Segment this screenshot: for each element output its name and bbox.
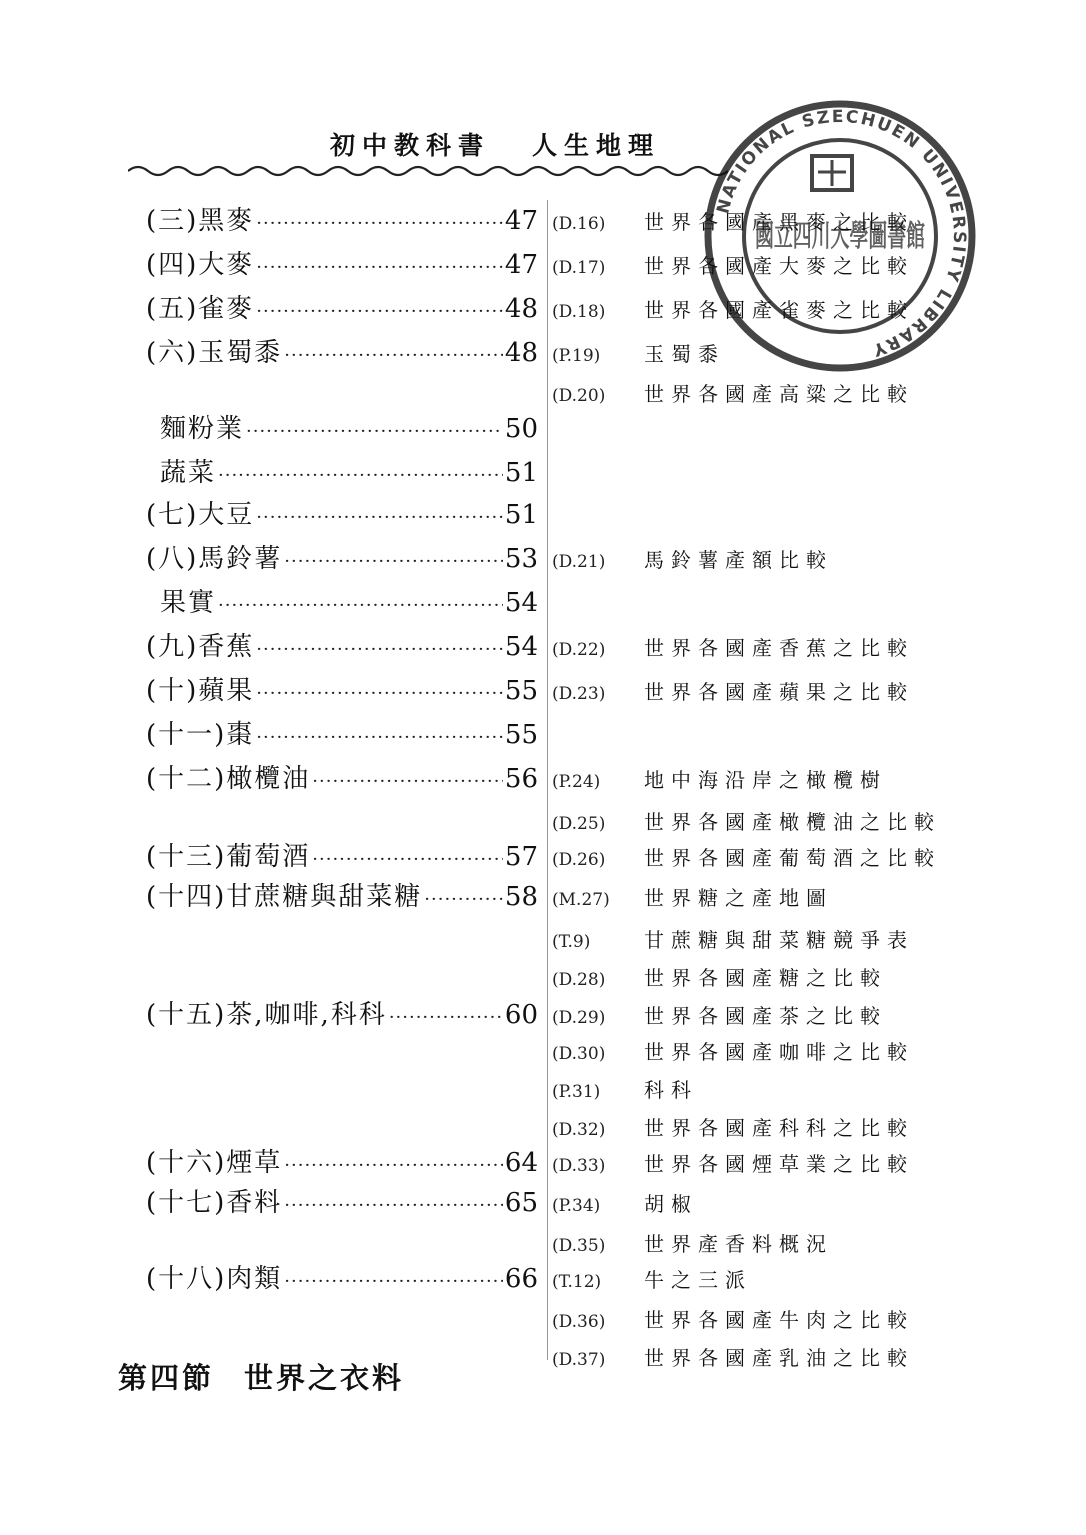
figure-reference: [552, 962, 887, 996]
figure-code: (D.33): [552, 1156, 606, 1176]
contents-entry: [160, 408, 538, 448]
entry-title: (五)雀麥: [146, 294, 255, 324]
contents-entry: [146, 1142, 538, 1182]
contents-entry: [146, 836, 538, 876]
contents-row: [0, 876, 1086, 916]
entry-page-number: 60: [504, 1000, 538, 1030]
figure-caption: 世界各國產雀麥之比較: [644, 298, 914, 322]
figure-reference: [552, 294, 914, 328]
dot-leader: [256, 639, 503, 660]
dot-leader: [218, 595, 503, 616]
entry-page-number: 56: [504, 764, 538, 794]
figure-code: (D.20): [552, 386, 606, 406]
contents-row: [0, 714, 1086, 754]
figure-reference: [552, 676, 914, 710]
contents-row: [0, 244, 1086, 284]
contents-entry: [146, 244, 538, 284]
entry-page-number: 48: [504, 294, 538, 324]
dot-leader: [256, 507, 503, 528]
figure-code: (D.23): [552, 684, 606, 704]
figure-caption: 世界各國產蘋果之比較: [644, 680, 914, 704]
entry-title: (十七)香料: [146, 1188, 283, 1218]
section-title: 世界之衣料: [244, 1361, 405, 1395]
wavy-rule: [128, 160, 728, 182]
figure-code: (D.32): [552, 1120, 606, 1140]
contents-row: [0, 1298, 1086, 1338]
section-number: 第四節: [118, 1361, 215, 1395]
entry-page-number: 65: [504, 1188, 538, 1218]
entry-title: (十一)棗: [146, 720, 255, 750]
contents-row: [0, 994, 1086, 1034]
stamp-center-text: 國立四川大學圖書館: [755, 219, 925, 254]
figure-reference: [552, 924, 914, 958]
figure-code: (M.27): [552, 890, 610, 910]
figure-caption: 牛之三派: [644, 1268, 752, 1292]
dot-leader: [218, 465, 503, 486]
dot-leader: [284, 1155, 503, 1176]
figure-caption: 馬鈴薯產額比較: [644, 548, 833, 572]
contents-row: [0, 1222, 1086, 1262]
figure-caption: 世界各國產科科之比較: [644, 1116, 914, 1140]
contents-entry: [146, 538, 538, 578]
contents-entry: [146, 200, 538, 240]
figure-reference: [552, 378, 914, 412]
dot-leader: [389, 1007, 503, 1028]
figure-reference: [552, 544, 833, 578]
figure-code: (D.26): [552, 850, 606, 870]
entry-page-number: 66: [504, 1264, 538, 1294]
figure-caption: 世界各國產高粱之比較: [644, 382, 914, 406]
figure-caption: 科科: [644, 1078, 698, 1102]
figure-code: (D.37): [552, 1350, 606, 1370]
figure-reference: [552, 1112, 914, 1146]
figure-caption: 世界各國煙草業之比較: [644, 1152, 914, 1176]
contents-row: [0, 670, 1086, 710]
dot-leader: [284, 551, 503, 572]
figure-caption: 世界各國產咖啡之比較: [644, 1040, 914, 1064]
contents-row: [0, 800, 1086, 840]
entry-title: (九)香蕉: [146, 632, 255, 662]
entry-title: (十)蘋果: [146, 676, 255, 706]
figure-code: (P.24): [552, 772, 601, 792]
dot-leader: [256, 683, 503, 704]
figure-reference: [552, 206, 914, 240]
figure-reference: [552, 764, 887, 798]
figure-code: (P.31): [552, 1082, 601, 1102]
entry-page-number: 57: [504, 842, 538, 872]
dot-leader: [424, 889, 503, 910]
contents-row: [0, 452, 1086, 492]
entry-title: 蔬菜: [160, 458, 217, 488]
entry-page-number: 51: [504, 500, 538, 530]
figure-caption: 地中海沿岸之橄欖樹: [644, 768, 887, 792]
figure-code: (D.36): [552, 1312, 606, 1332]
dot-leader: [256, 727, 503, 748]
figure-caption: 世界各國產牛肉之比較: [644, 1308, 914, 1332]
contents-row: [0, 758, 1086, 798]
entry-title: (十三)葡萄酒: [146, 842, 311, 872]
figure-caption: 甘蔗糖與甜菜糖競爭表: [644, 928, 914, 952]
entry-page-number: 54: [504, 588, 538, 618]
figure-reference: [552, 338, 725, 372]
contents-entry: [146, 994, 538, 1034]
contents-row: [0, 1182, 1086, 1222]
figure-caption: 世界各國產糖之比較: [644, 966, 887, 990]
contents-entry: [146, 626, 538, 666]
figure-reference: [552, 1228, 833, 1262]
contents-row: [0, 1142, 1086, 1182]
figure-reference: [552, 882, 833, 916]
entry-title: (十五)茶,咖啡,科科: [146, 1000, 387, 1030]
contents-entry: [160, 452, 538, 492]
figure-code: (T.9): [552, 932, 591, 952]
dot-leader: [284, 345, 503, 366]
figure-code: (T.12): [552, 1272, 602, 1292]
figure-caption: 世界各國產乳油之比較: [644, 1346, 914, 1370]
entry-title: (八)馬鈴薯: [146, 544, 283, 574]
contents-row: [0, 582, 1086, 622]
figure-reference: [552, 842, 941, 876]
dot-leader: [256, 213, 503, 234]
book-subject: 人生地理: [532, 131, 661, 160]
entry-page-number: 58: [504, 882, 538, 912]
figure-reference: [552, 1036, 914, 1070]
dot-leader: [256, 257, 503, 278]
figure-reference: [552, 1342, 914, 1376]
figure-reference: [552, 806, 941, 840]
entry-title: (六)玉蜀黍: [146, 338, 283, 368]
contents-row: [0, 836, 1086, 876]
entry-title: (十二)橄欖油: [146, 764, 311, 794]
dot-leader: [284, 1271, 503, 1292]
contents-entry: [146, 1182, 538, 1222]
figure-caption: 世界各國產橄欖油之比較: [644, 810, 941, 834]
stamp-ring-text: NATIONAL SZECHUEN UNIVERSITY LIBRARY: [713, 106, 970, 361]
figure-reference: [552, 250, 914, 284]
contents-row: [0, 1068, 1086, 1108]
entry-title: (十四)甘蔗糖與甜菜糖: [146, 882, 423, 912]
entry-page-number: 50: [504, 414, 538, 444]
entry-page-number: 54: [504, 632, 538, 662]
contents-entry: [146, 758, 538, 798]
contents-entry: [146, 288, 538, 328]
figure-code: (D.21): [552, 552, 606, 572]
entry-page-number: 55: [504, 676, 538, 706]
contents-row: [0, 332, 1086, 372]
running-header: [330, 126, 660, 162]
contents-row: [0, 372, 1086, 412]
contents-entry: [146, 670, 538, 710]
figure-reference: [552, 1000, 887, 1034]
figure-code: (D.18): [552, 302, 606, 322]
figure-caption: 世界各國產大麥之比較: [644, 254, 914, 278]
contents-row: [0, 538, 1086, 578]
figure-reference: [552, 1148, 914, 1182]
figure-code: (P.19): [552, 346, 601, 366]
entry-title: (四)大麥: [146, 250, 255, 280]
contents-row: [0, 1030, 1086, 1070]
figure-code: (P.34): [552, 1196, 601, 1216]
entry-title: 果實: [160, 588, 217, 618]
contents-entry: [146, 1258, 538, 1298]
figure-code: (D.25): [552, 814, 606, 834]
contents-row: [0, 408, 1086, 448]
contents-row: [0, 956, 1086, 996]
section-heading: [118, 1356, 404, 1397]
entry-page-number: 48: [504, 338, 538, 368]
figure-caption: 胡椒: [644, 1192, 698, 1216]
dot-leader: [312, 771, 503, 792]
entry-page-number: 47: [504, 206, 538, 236]
book-series: 初中教科書: [330, 131, 491, 160]
entry-page-number: 53: [504, 544, 538, 574]
dot-leader: [246, 421, 503, 442]
entry-title: (十六)煙草: [146, 1148, 283, 1178]
dot-leader: [256, 301, 503, 322]
entry-title: (三)黑麥: [146, 206, 255, 236]
figure-caption: 世界產香料概況: [644, 1232, 833, 1256]
entry-page-number: 55: [504, 720, 538, 750]
contents-row: [0, 1106, 1086, 1146]
dot-leader: [284, 1195, 503, 1216]
contents-row: [0, 288, 1086, 328]
figure-reference: [552, 1304, 914, 1338]
entry-page-number: 64: [504, 1148, 538, 1178]
contents-entry: [160, 582, 538, 622]
figure-caption: 世界各國產茶之比較: [644, 1004, 887, 1028]
figure-code: (D.35): [552, 1236, 606, 1256]
dot-leader: [312, 849, 503, 870]
figure-reference: [552, 1188, 698, 1222]
contents-row: [0, 200, 1086, 240]
figure-caption: 世界各國產葡萄酒之比較: [644, 846, 941, 870]
contents-row: [0, 1258, 1086, 1298]
contents-entry: [146, 332, 538, 372]
figure-caption: 玉蜀黍: [644, 342, 725, 366]
figure-caption: 世界各國產黑麥之比較: [644, 210, 914, 234]
figure-reference: [552, 1074, 698, 1108]
figure-code: (D.22): [552, 640, 606, 660]
figure-reference: [552, 1264, 752, 1298]
figure-caption: 世界糖之產地圖: [644, 886, 833, 910]
entry-page-number: 51: [504, 458, 538, 488]
entry-page-number: 47: [504, 250, 538, 280]
contents-entry: [146, 494, 538, 534]
contents-entry: [146, 714, 538, 754]
contents-row: [0, 918, 1086, 958]
figure-code: (D.29): [552, 1008, 606, 1028]
figure-reference: [552, 632, 914, 666]
contents-entry: [146, 876, 538, 916]
figure-code: (D.17): [552, 258, 606, 278]
figure-code: (D.16): [552, 214, 606, 234]
entry-title: (七)大豆: [146, 500, 255, 530]
figure-code: (D.30): [552, 1044, 606, 1064]
figure-caption: 世界各國產香蕉之比較: [644, 636, 914, 660]
figure-code: (D.28): [552, 970, 606, 990]
entry-title: 麵粉業: [160, 414, 245, 444]
contents-row: [0, 626, 1086, 666]
contents-row: [0, 494, 1086, 534]
entry-title: (十八)肉類: [146, 1264, 283, 1294]
